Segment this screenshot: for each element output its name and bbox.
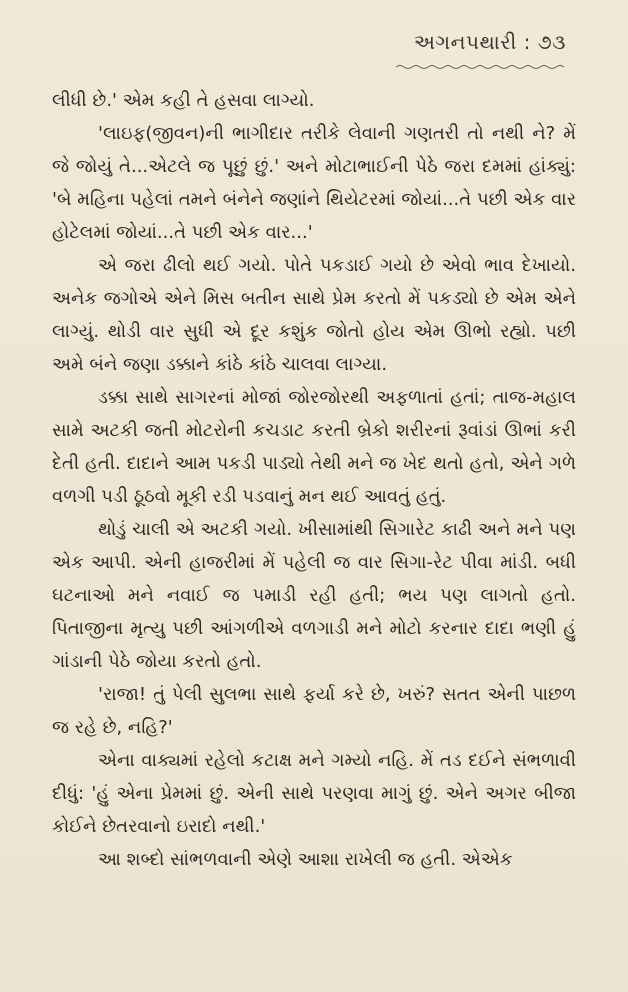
running-header bbox=[414, 30, 566, 54]
running-title: અગનપથારી bbox=[413, 30, 517, 54]
paragraph: આ શબ્દો સાંભળવાની એણે આશા રાખેલી જ હતી. એએક bbox=[98, 849, 513, 870]
body-text bbox=[52, 84, 576, 876]
paragraph: 'લાઇફ(જીવન)ની ભાગીદાર તરીકે લેવાની ગણતરી તો નથી ને? મેં જે જોયું તે...એટલે જ પૂછું છું.' અને મોટાભાઈની પેઠે જરા દમમાં હાંક્યું: 'બે મહિના પહેલાં તમને બંનેને જણાંને થિયેટરમાં જોયાં...તે પછી એક વાર હોટેલમાં જોયાં...તે પછી એક વાર...' bbox=[52, 123, 576, 243]
page-number: ૭૩ bbox=[537, 30, 566, 54]
header-separator: : bbox=[523, 30, 531, 54]
paragraph: એના વાક્યમાં રહેલો કટાક્ષ મને ગમ્યો નહિ. મેં તડ દઈને સંભળાવી દીધું: 'હું એના પ્રેમમાં છું. એની સાથે પરણવા માગું છું. એને અગર બીજા કોઈને છેતરવાનો ઇરાદો નથી.' bbox=[52, 750, 576, 837]
paragraph-continuation: લીધી છે.' એમ કહી તે હસવા લાગ્યો. bbox=[52, 90, 315, 111]
paragraph: થોડું ચાલી એ અટકી ગયો. ખીસામાંથી સિગારેટ કાઢી અને મને પણ એક આપી. એની હાજરીમાં મેં પહેલી જ વાર સિગા-રેટ પીવા માંડી. બધી ઘટનાઓ મને નવાઈ જ પમાડી રહી હતી; ભય પણ લાગતો હતો. પિતાજીના મૃત્યુ પછી આંગળીએ વળગાડી મને મોટો કરનાર દાદા ભણી હું ગાંડાની પેઠે જોયા કરતો હતો. bbox=[52, 519, 576, 672]
decorative-wavy-rule bbox=[396, 64, 566, 70]
paragraph: 'રાજા! તું પેલી સુલભા સાથે ફર્યા કરે છે, ખરું? સતત એની પાછળ જ રહે છે, નહિ?' bbox=[52, 684, 576, 738]
paragraph: એ જરા ઢીલો થઈ ગયો. પોતે પકડાઈ ગયો છે એવો ભાવ દેખાયો. અનેક જગોએ એને મિસ બતીન સાથે પ્રેમ કરતો મેં પકડ્યો છે એમ એને લાગ્યું. થોડી વાર સુધી એ દૂર કશુંક જોતો હોય એમ ઊભો રહ્યો. પછી અમે બંને જણા ડક્કાને કાંઠે કાંઠે ચાલવા લાગ્યા. bbox=[52, 255, 576, 375]
paragraph: ડક્કા સાથે સાગરનાં મોજાં જોરજોરથી અફળાતાં હતાં; તાજ-મહાલ સામે અટકી જતી મોટરોની કચડાટ કરતી બ્રેકો શરીરનાં રૂવાંડાં ઊભાં કરી દેતી હતી. દાદાને આમ પકડી પાડ્યો તેથી મને જ ખેદ થતો હતો, એને ગળે વળગી પડી ઠૂઠવો મૂકી રડી પડવાનું મન થઈ આવતું હતું. bbox=[52, 387, 576, 507]
